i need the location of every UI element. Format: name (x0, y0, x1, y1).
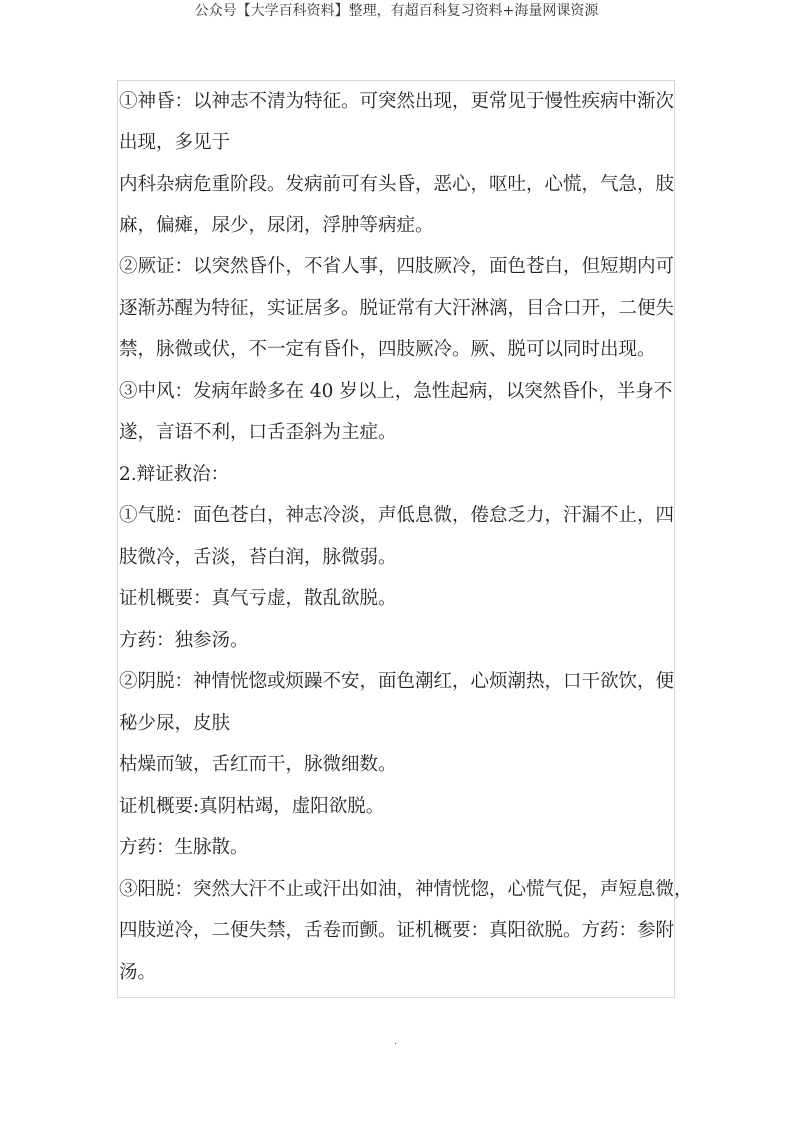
text-line: ②厥证：以突然昏仆，不省人事，四肢厥冷，面色苍白，但短期内可 (119, 256, 675, 277)
text-line: 遂，言语不利，口舌歪斜为主症。 (119, 422, 397, 443)
text-line: ③中风：发病年龄多在 40 岁以上，急性起病，以突然昏仆，半身不 (119, 381, 673, 402)
text-line: ③阳脱：突然大汗不止或汗出如油，神情恍惚，心慌气促，声短息微， (119, 879, 693, 900)
text-line: 出现，多见于 (119, 132, 231, 153)
text-line: 四肢逆冷，二便失禁，舌卷而颤。证机概要：真阳欲脱。方药：参附 (119, 920, 675, 941)
text-line: 汤。 (119, 962, 157, 983)
page-footer-mark: . (394, 1036, 398, 1047)
text-line: 麻，偏瘫，尿少，尿闭，浮肿等病症。 (119, 215, 434, 236)
text-line: 方药：独参汤。 (119, 630, 249, 651)
text-line: 肢微冷，舌淡，苔白润，脉微弱。 (119, 547, 397, 568)
text-line: 证机概要:真阴枯竭，虚阳欲脱。 (119, 796, 385, 817)
text-line: 枯燥而皱，舌红而干，脉微细数。 (119, 754, 397, 775)
text-line: 逐渐苏醒为特征，实证居多。脱证常有大汗淋漓，目合口开，二便失 (119, 298, 675, 319)
text-line: 禁，脉微或伏，不一定有昏仆，四肢厥冷。厥、脱可以同时出现。 (119, 339, 656, 360)
text-line: ①气脱：面色苍白，神志冷淡，声低息微，倦怠乏力，汗漏不止，四 (119, 505, 675, 526)
text-line: ①神昏：以神志不清为特征。可突然出现，更常见于慢性疾病中渐次 (119, 91, 675, 112)
text-line: 证机概要：真气亏虚，散乱欲脱。 (119, 588, 397, 609)
text-line: 秘少尿，皮肤 (119, 713, 231, 734)
section-heading: 2.辩证救治： (119, 464, 230, 485)
text-line: 内科杂病危重阶段。发病前可有头昏，恶心，呕吐，心慌，气急，肢 (119, 174, 675, 195)
text-line: 方药：生脉散。 (119, 837, 249, 858)
page-header: 公众号【大学百科资料】整理，有超百科复习资料+海量网课资源 (194, 3, 599, 19)
text-line: ②阴脱：神情恍惚或烦躁不安，面色潮红，心烦潮热，口干欲饮，便 (119, 671, 675, 692)
